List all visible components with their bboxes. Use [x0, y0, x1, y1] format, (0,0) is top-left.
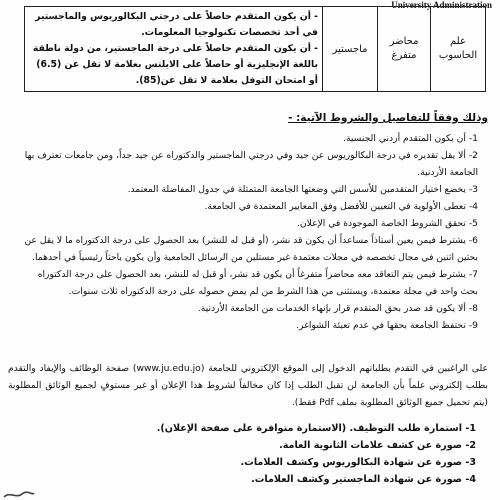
condition-item: 4- تعطى الأولوية في التعيين للأفضل وفق المعايير المعتمدة في الجامعة. — [204, 201, 478, 212]
condition-line: - أن يكون المتقدم حاصلاً على درجتي البكالوريوس والماجستير في أحد تخصصات تكنولوجيا المعلومات. — [35, 11, 318, 38]
rank-cell: محاضر متفرغ — [378, 7, 431, 92]
condition-item: 5- تحقق الشروط الخاصة الموجودة في الإعلان. — [296, 218, 478, 229]
document-item: 4- صورة عن شهادة الماجستير وكشف العلامات. — [251, 474, 476, 485]
application-instructions: على الراغبين في التقدم بطلباتهم الدخول إلى الموقع الإلكتروني للجامعة (www.ju.edu.jo) صفحة الوظائف والإيفاد والتقدم بطلب إلكتروني علماً بأن الجامعة لن تقبل الطلب إذا كان مخالفاً لشروط هذا الإعلان أو غير مستوفٍ لجميع الوثائق المطلوبة (يتم تحميل جميع الوثائق المطلوبة بملف Pdf فقط). — [8, 363, 488, 408]
condition-item: 8- ألا يكون قد صدر بحق المتقدم قرار بإنهاء الخدمات من الجامعة الأردنية. — [197, 303, 478, 314]
conditions-heading: وذلك وفقاً للتفاصيل والشروط الآتية: - — [288, 112, 488, 124]
conditions-cell — [25, 7, 323, 92]
condition-item: 7- يشترط فيمن يتم التعاقد معه محاضراً متفرغاً أن يكون قد نشر، أو قبل له للنشر، بعد الحصول على درجة الدكتوراه بحث واحد في مجلة معتمدة، ويستثنى من هذا الشرط من لم يمض حصوله على درجة الدكتوراه ثلاث سنوات. — [37, 269, 478, 297]
position-table — [24, 6, 486, 92]
condition-item: 3- يخضع اختيار المتقدمين للأسس التي وضعتها الجامعة المتمثلة في جدول المفاضلة المعتمد. — [127, 184, 478, 195]
condition-item: 9- تحتفظ الجامعة بحقها في عدم تعبئة الشواغر. — [296, 320, 478, 331]
document-item: 1- استمارة طلب التوظيف. (الاستمارة متوافرة على صفحة الإعلان). — [156, 423, 476, 434]
condition-item: 2- ألا يقل تقديره في درجة البكالوريوس عن جيد وفي درجتي الماجستير والدكتوراه عن جيد جداً، ومن جامعات تعترف بها الجامعة الأردنية. — [24, 150, 478, 178]
condition-item: 6- يشترط فيمن يعين أستاذاً مساعداً أن يكون قد نشر، (أو قبل له للنشر) بعد الحصول على درجة الدكتوراه ما لا يقل عن بحثين اثنين في مجال تخصصه في مجلات معتمدة غير مستلين من الرسائل الجامعية وأن يكون باحثاً رئيسياً في أحدهما. — [24, 235, 478, 263]
position-row — [25, 7, 486, 92]
conditions-list — [18, 130, 478, 334]
handwritten-mark — [2, 490, 36, 500]
document-item: 3- صورة عن شهادة البكالوريوس وكشف العلامات. — [240, 457, 476, 468]
department-cell: علم الحاسوب — [431, 7, 486, 92]
university-administration-header: University Administration — [391, 0, 492, 10]
condition-item: 1- أن يكون المتقدم أردني الجنسية. — [343, 133, 478, 144]
required-documents-list — [26, 420, 476, 488]
condition-line: - أن يكون المتقدم حاصلاً على درجة الماجستير، من دولة ناطقة باللغة الإنجليزية أو حاصلاً على الايلتس بعلامة لا تقل عن (6.5) أو امتحان التوفل بعلامة لا تقل عن(85). — [32, 43, 318, 86]
document-item: 2- صورة عن كشف علامات الثانوية العامة. — [279, 440, 476, 451]
specialization-cell: ماجستير — [323, 7, 378, 92]
